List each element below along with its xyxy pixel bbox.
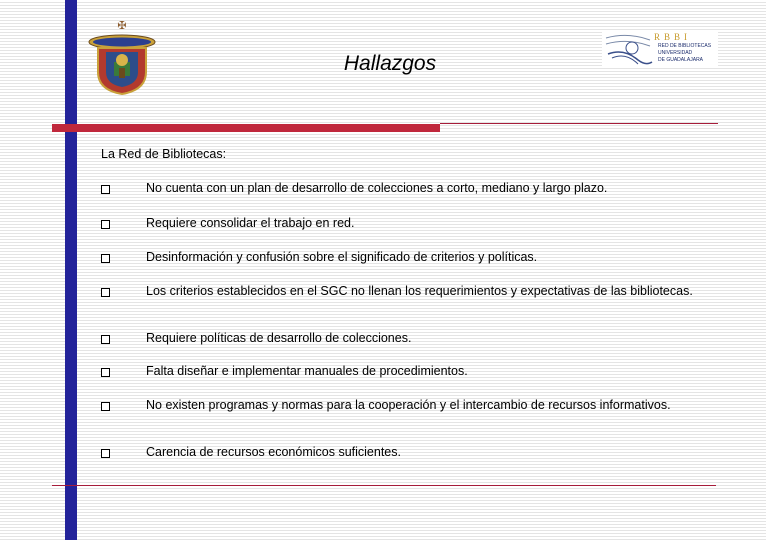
finding-text: Los criterios establecidos en el SGC no llenan los requerimientos y expectativas de las bibliotecas. <box>146 284 693 298</box>
logo-line-2: UNIVERSIDAD <box>658 50 693 56</box>
university-crest-logo <box>86 20 158 96</box>
finding-text: No existen programas y normas para la cooperación y el intercambio de recursos informativos. <box>146 398 671 412</box>
finding-text: No cuenta con un plan de desarrollo de colecciones a corto, mediano y largo plazo. <box>146 181 608 195</box>
slide-title: Hallazgos <box>343 52 437 75</box>
square-bullet-icon <box>101 449 110 458</box>
finding-text: Requiere políticas de desarrollo de colecciones. <box>146 331 412 345</box>
square-bullet-icon <box>101 402 110 411</box>
rbbi-logo <box>602 30 718 68</box>
square-bullet-icon <box>101 185 110 194</box>
bottom-divider <box>52 485 716 486</box>
logo-line-3: DE GUADALAJARA <box>658 57 704 63</box>
finding-text: Falta diseñar e implementar manuales de procedimientos. <box>146 364 468 378</box>
square-bullet-icon <box>101 254 110 263</box>
square-bullet-icon <box>101 335 110 344</box>
findings-content <box>101 146 701 459</box>
logo-line-1: RED DE BIBLIOTECAS <box>658 43 712 49</box>
square-bullet-icon <box>101 368 110 377</box>
finding-text: Requiere consolidar el trabajo en red. <box>146 216 355 230</box>
square-bullet-icon <box>101 288 110 297</box>
finding-text: Carencia de recursos económicos suficientes. <box>146 445 401 459</box>
top-divider <box>440 123 718 124</box>
finding-text: Desinformación y confusión sobre el significado de criterios y políticas. <box>146 250 538 264</box>
svg-text:✠: ✠ <box>117 20 127 32</box>
title-underline-bar <box>52 124 440 132</box>
intro-text: La Red de Bibliotecas: <box>101 147 227 161</box>
left-accent-bar <box>65 0 77 540</box>
square-bullet-icon <box>101 220 110 229</box>
logo-acronym: RBBI <box>654 32 692 42</box>
